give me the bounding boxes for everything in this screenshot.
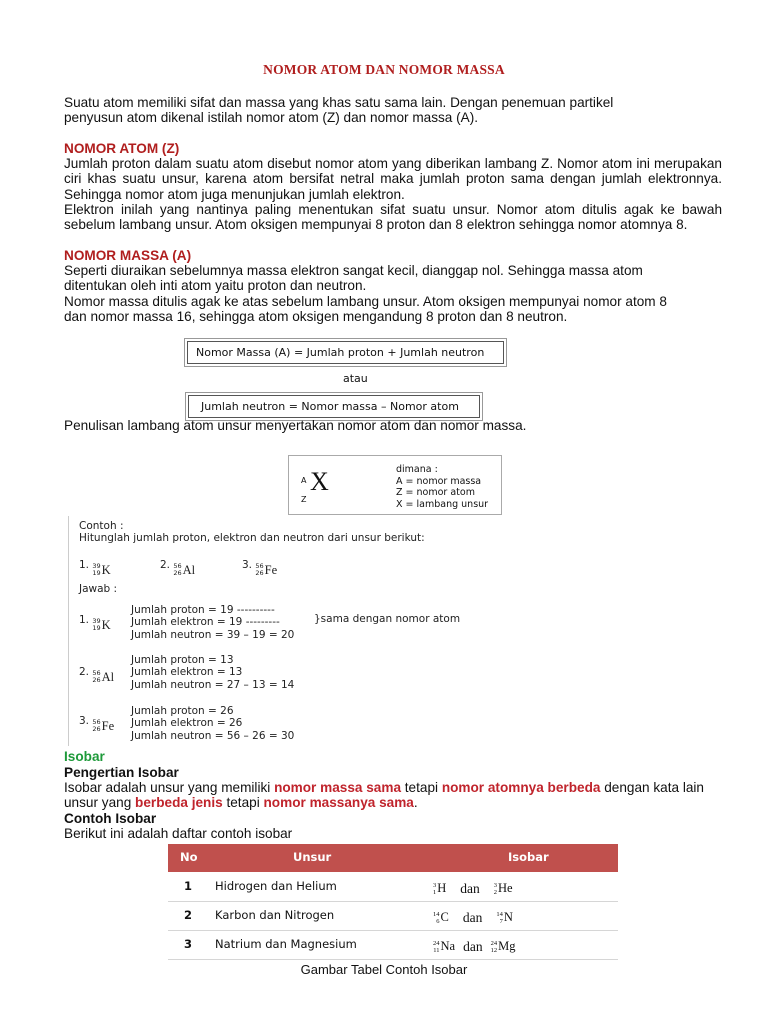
isobar-table (168, 844, 618, 960)
formula-nomor-massa: Nomor Massa (A) = Jumlah proton + Jumlah neutron (187, 341, 504, 364)
example-number: 2. (79, 666, 90, 678)
table-caption: Gambar Tabel Contoh Isobar (300, 962, 468, 977)
element-symbol: Al (182, 562, 196, 577)
element-symbol: Al (101, 669, 115, 684)
atomic-number: 11 (433, 947, 440, 955)
legend-item: A = nomor massa (396, 475, 482, 487)
atomic-number: 19 (92, 624, 101, 632)
mass-number: 39 (92, 562, 101, 570)
def-text: Isobar adalah unsur yang memiliki (64, 780, 275, 795)
nomor-massa-line: Seperti diuraikan sebelumnya massa elektron sangat kecil, dianggap nol. Sehingga massa atom (64, 263, 643, 278)
answer-line: Jumlah elektron = 13 (131, 666, 243, 679)
isobar-heading: Isobar (64, 749, 105, 764)
table-header-row (168, 844, 618, 872)
nomor-massa-paragraph (64, 263, 724, 325)
atomic-number: 26 (92, 725, 101, 733)
def-text: dengan kata lain unsur yang (64, 780, 704, 811)
example-number: 1. (79, 614, 90, 626)
row-isobar (423, 901, 618, 930)
mass-number: 3 (493, 881, 498, 889)
atomic-number: 26 (92, 676, 101, 684)
legend-item: Z = nomor atom (396, 487, 475, 498)
header-isobar: Isobar (423, 844, 618, 872)
row-isobar (423, 872, 618, 901)
answer-block-2 (131, 654, 294, 691)
mass-number-symbol: A (301, 476, 307, 485)
atomic-number: 12 (490, 947, 498, 955)
mass-number: 3 (433, 881, 437, 889)
element-symbol: N (503, 910, 513, 925)
notation-legend-box (288, 455, 502, 515)
row-no: 2 (168, 901, 213, 930)
mass-number: 24 (433, 940, 440, 948)
row-isobar (423, 930, 618, 959)
dan-label: dan (463, 939, 483, 955)
mass-number: 14 (496, 911, 503, 919)
nomor-massa-line: Nomor massa ditulis agak ke atas sebelum lambang unsur. Atom oksigen mempunyai nomor atom 8 (64, 293, 667, 309)
atomic-number: 2 (493, 888, 498, 896)
element-symbol: H (437, 881, 447, 896)
row-unsur: Hidrogen dan Helium (213, 872, 423, 901)
example-number: 2. (160, 559, 171, 571)
nomor-massa-heading: NOMOR MASSA (A) (64, 248, 192, 263)
element-symbol: He (498, 881, 513, 896)
atomic-number: 19 (92, 569, 101, 577)
def-highlight: nomor massanya sama (263, 795, 414, 811)
element-symbol: Na (440, 939, 456, 954)
mass-number: 56 (255, 562, 264, 570)
answer-element-1 (79, 614, 111, 632)
example-question: Hitunglah jumlah proton, elektron dan neutron dari unsur berikut: (79, 532, 425, 544)
nomor-atom-paragraph-1: Jumlah proton dalam suatu atom disebut nomor atom yang diberikan lambang Z. Nomor atom ini merupakan ciri khas suatu unsur, karena atom bersifat netral maka jumlah proton sama dengan jumlah elektronnya. Sehingga nomor atom juga menunjukan jumlah elektron. (64, 156, 722, 202)
atomic-number-symbol: Z (301, 495, 307, 504)
answer-element-3 (79, 715, 114, 733)
intro-line: Suatu atom memiliki sifat dan massa yang khas satu sama lain. Dengan penemuan partikel (64, 95, 614, 110)
table-row (168, 901, 618, 930)
legend-list (396, 464, 488, 510)
nomor-atom-heading: NOMOR ATOM (Z) (64, 141, 180, 156)
def-highlight: berbeda jenis (135, 795, 223, 811)
example-element-1 (79, 559, 111, 577)
example-number: 1. (79, 559, 90, 571)
mass-number: 39 (92, 617, 101, 625)
mass-number: 24 (490, 940, 498, 948)
brace-note: }sama dengan nomor atom (314, 613, 461, 625)
nomor-massa-line: dan nomor massa 16, sehingga atom oksigen mengandung 8 proton dan 8 neutron. (64, 309, 568, 325)
answer-line: Jumlah proton = 26 (131, 705, 234, 717)
isobar-subheading: Pengertian Isobar (64, 765, 179, 780)
atomic-number: 6 (436, 918, 440, 926)
answer-line: Jumlah proton = 13 (131, 654, 234, 666)
answer-element-2 (79, 666, 114, 684)
atomic-number: 26 (255, 569, 264, 577)
atomic-number: 26 (173, 569, 182, 577)
atomic-number: 1 (433, 888, 437, 896)
answer-line: Jumlah elektron = 19 --------- (131, 616, 280, 629)
example-element-3 (242, 559, 277, 577)
penulisan-paragraph: Penulisan lambang atom unsur menyertakan nomor atom dan nomor massa. (64, 418, 527, 433)
element-symbol: K (101, 562, 111, 577)
formula-jumlah-neutron: Jumlah neutron = Nomor massa – Nomor atom (188, 395, 480, 418)
table-row (168, 930, 618, 959)
example-number: 3. (79, 715, 90, 727)
element-symbol: Fe (264, 562, 278, 577)
def-text: tetapi (222, 795, 264, 811)
example-section (68, 516, 508, 746)
def-text: tetapi (401, 780, 442, 795)
nomor-massa-line: ditentukan oleh inti atom yaitu proton dan neutron. (64, 278, 367, 294)
dan-label: dan (460, 881, 480, 897)
answer-line: Jumlah neutron = 39 – 19 = 20 (131, 628, 295, 641)
element-symbol: Fe (101, 718, 115, 733)
row-unsur: Karbon dan Nitrogen (213, 901, 423, 930)
formula-or-label: atau (343, 372, 368, 385)
page-title: NOMOR ATOM DAN NOMOR MASSA (263, 62, 505, 77)
contoh-isobar-heading: Contoh Isobar (64, 811, 157, 826)
element-symbol: K (101, 617, 111, 632)
mass-number: 56 (92, 718, 101, 726)
example-number: 3. (242, 559, 253, 571)
element-symbol: C (440, 910, 449, 925)
answer-line: Jumlah elektron = 26 (131, 717, 243, 730)
mass-number: 14 (433, 911, 440, 919)
answer-line: Jumlah neutron = 27 – 13 = 14 (131, 678, 295, 691)
answer-block-1 (131, 604, 294, 641)
row-no: 1 (168, 872, 213, 901)
answer-line: Jumlah proton = 19 ---------- (131, 604, 275, 616)
table-row (168, 872, 618, 901)
mass-number: 56 (92, 669, 101, 677)
row-no: 3 (168, 930, 213, 959)
header-unsur: Unsur (213, 844, 423, 872)
answer-label: Jawab : (79, 583, 118, 595)
legend-dimana: dimana : (396, 464, 438, 475)
intro-paragraph (64, 95, 724, 126)
intro-line: penyusun atom dikenal istilah nomor atom (Z) dan nomor massa (A). (64, 110, 479, 126)
example-element-2 (160, 559, 195, 577)
nomor-atom-paragraph-2: Elektron inilah yang nantinya paling menentukan sifat suatu unsur. Nomor atom ditulis agak ke bawah sebelum lambang unsur. Atom oksigen mempunyai 8 proton dan 8 elektron sehingga nomor atomnya 8. (64, 202, 722, 233)
answer-block-3 (131, 705, 294, 742)
isobar-definition (64, 780, 714, 811)
def-highlight: nomor massa sama (274, 780, 401, 795)
contoh-isobar-text: Berikut ini adalah daftar contoh isobar (64, 826, 293, 841)
answer-line: Jumlah neutron = 56 – 26 = 30 (131, 729, 295, 742)
element-symbol: X (310, 467, 329, 496)
dan-label: dan (462, 910, 483, 926)
row-unsur: Natrium dan Magnesium (213, 930, 423, 959)
def-text: . (413, 795, 418, 811)
legend-item: X = lambang unsur (396, 498, 489, 510)
header-no: No (168, 844, 213, 872)
mass-number: 56 (173, 562, 182, 570)
element-symbol: Mg (498, 939, 516, 954)
def-highlight: nomor atomnya berbeda (441, 780, 601, 795)
atomic-number: 7 (499, 918, 503, 926)
example-label: Contoh : (79, 520, 124, 532)
